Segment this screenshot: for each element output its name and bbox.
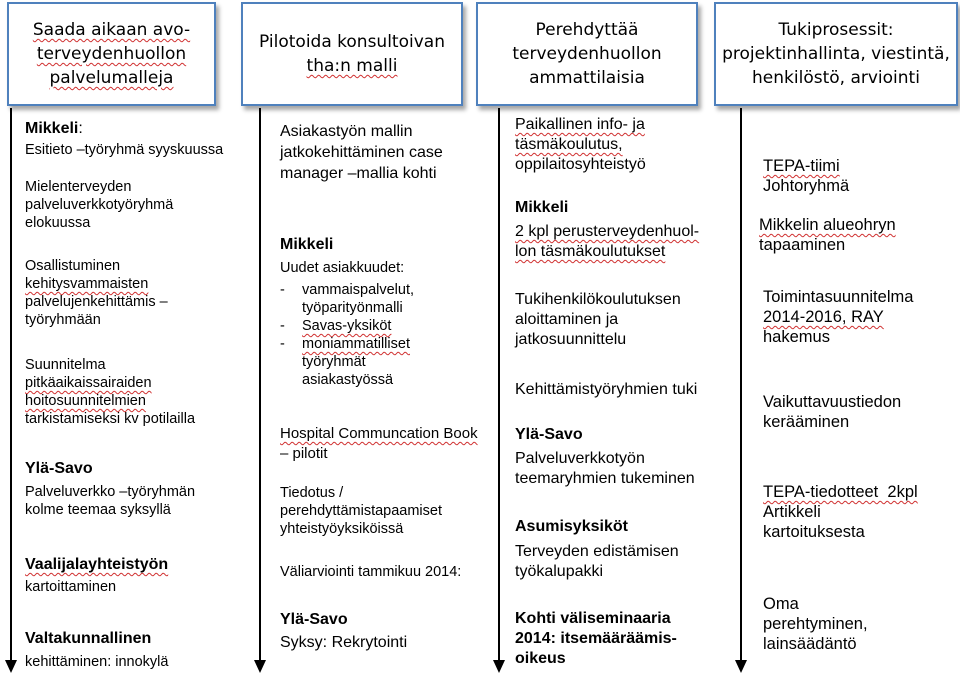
header-line: tha:n malli [306,56,398,76]
header-goal-2 [241,2,463,106]
text-mielenterveys: Mielenterveyden palveluverkkotyöryhmä elokuussa [25,179,174,231]
text-suunnitelma: Suunnitelma pitkäaikaissairaiden hoitosuunnitelmien tarkistamiseksi kv potilailla [25,357,196,427]
timeline-arrow-1 [5,108,17,677]
text-tukihenkilo: Tukihenkilökoulutuksen aloittaminen ja jatkosuunnittelu [515,291,681,348]
header-goal-1 [7,2,216,106]
timeline-arrow-4 [735,108,747,677]
text-terveyden: Terveyden edistämisen työkalupakki [515,543,679,580]
header-line: terveydenhuollon [512,44,662,64]
text-kehittaminen: kehittäminen: innokylä [25,654,169,670]
heading-mikkeli: Mikkeli: [25,120,83,137]
header-goal-3 [476,2,698,106]
text-esitieto: Esitieto –työryhmä syyskuussa [25,142,224,158]
text-paikallinen: Paikallinen info- ja täsmäkoulutus, oppilaitosyhteistyö [515,116,646,173]
heading-asumisyksikot: Asumisyksiköt [515,518,628,535]
timeline-arrow-2 [254,108,266,677]
header-line: Pilotoida konsultoivan [259,32,445,52]
text-toimintasuunnitelma: Toimintasuunnitelma 2014-2016, RAY hakemus [763,288,914,346]
heading-vaalija: Vaalijalayhteistyön [25,556,169,573]
text-asiakastyo: Asiakastyön mallin jatkokehittäminen case manager –mallia kohti [280,123,443,182]
heading-mikkeli: Mikkeli [280,236,334,253]
text-valiarviointi: Väliarviointi tammikuu 2014: [280,564,462,580]
header-support-processes [714,2,958,106]
heading-ylasavo: Ylä-Savo [515,426,583,443]
heading-ylasavo: Ylä-Savo [280,611,348,628]
text-palveluverkkotyo: Palveluverkkotyön teemaryhmien tukeminen [515,450,695,487]
list-item: - vammaispalvelut, työparityönmalli - Savas-yksiköt - moniammatilliset työryhmät asiakastyössä [280,282,415,388]
heading-valtakunnallinen: Valtakunnallinen [25,630,152,647]
text-alueohryn: Mikkelin alueohryn tapaaminen [759,216,896,254]
header-line: ammattilaisia [529,68,645,88]
text-oma: Oma perehtyminen, lainsäädäntö [763,595,868,653]
text-uudet: Uudet asiakkuudet: [280,260,405,276]
text-kartoittaminen: kartoittaminen [25,579,117,595]
text-tepa: TEPA-tiimi Johtoryhmä [763,157,850,195]
text-tiedotteet: TEPA-tiedotteet 2kpl Artikkeli kartoituksesta [763,483,918,541]
header-line: Tukiprosessit: [778,20,894,40]
header-line: palvelumalleja [49,68,174,88]
text-syksy: Syksy: Rekrytointi [280,634,408,651]
header-line: terveydenhuollon [36,44,187,64]
timeline-arrow-3 [493,108,505,677]
heading-kohti: Kohti väliseminaaria 2014: itsemääräämis- oikeus [515,610,677,667]
text-vaikuttavuus: Vaikuttavuustiedon kerääminen [763,393,902,431]
text-tiedotus: Tiedotus / perehdyttämistapaamiset yhteistyöyksiköissä [280,485,442,537]
heading-ylasavo: Ylä-Savo [25,460,93,477]
header-line: projektinhallinta, viestintä, [722,44,950,64]
text-kpl: 2 kpl perusterveydenhuol- lon täsmäkoulutukset [515,223,700,260]
text-osallistuminen: Osallistuminen kehitysvammaisten palvelujenkehittämis – työryhmään [25,258,168,328]
header-line: henkilöstö, arviointi [752,68,920,88]
text-palveluverkko: Palveluverkko –työryhmän kolme teemaa syksyllä [25,484,196,518]
header-line: Perehdyttää [535,20,639,40]
text-kehittamisryhmat: Kehittämistyöryhmien tuki [515,381,698,398]
text-hospital: Hospital Communcation Book – pilotit [280,425,478,462]
heading-mikkeli: Mikkeli [515,199,569,216]
header-line: Saada aikaan avo- [32,20,191,40]
